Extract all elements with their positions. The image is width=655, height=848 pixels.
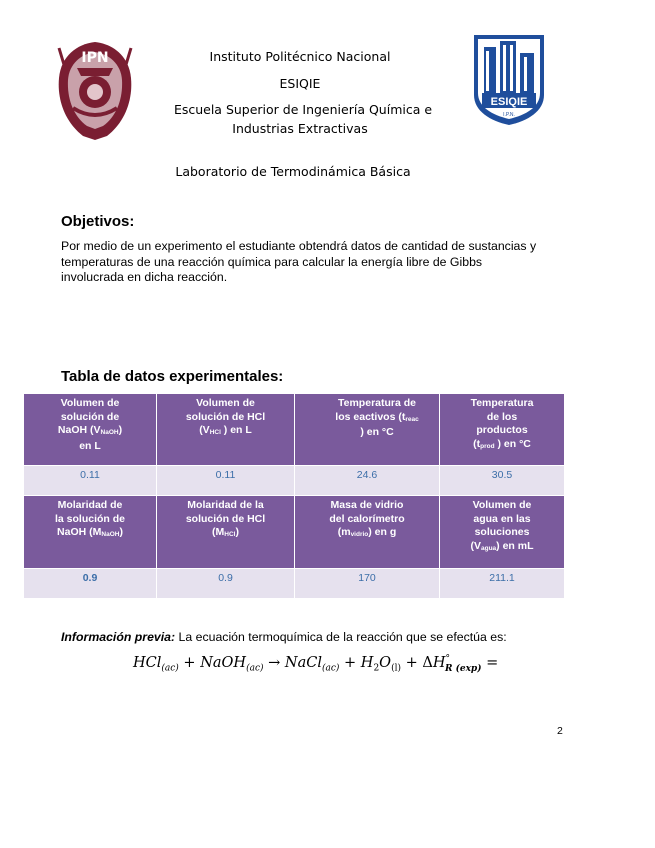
table-cell: 30.5: [440, 466, 565, 496]
objectives-line: temperaturas de una reacción química para calcular la energía libre de Gibbs: [61, 254, 483, 269]
previous-info-text: La ecuación termoquímica de la reacción que se efectúa es:: [175, 630, 507, 644]
previous-info: [61, 630, 601, 646]
header-cell-hcl-volume: Volumen de solución de HCl ($V_{HCl}$ ) en L: [157, 394, 295, 466]
previous-info-label: Información previa:: [61, 630, 176, 644]
esiqie-logo: [472, 33, 546, 126]
ipn-logo: [55, 38, 135, 142]
table-cell: 0.9: [24, 569, 157, 599]
school-abbreviation: ESIQIE: [279, 76, 321, 91]
header-cell-products-temperature: Temperatura de los productos ($t_{prod}$ ) en °C: [440, 394, 565, 466]
objectives-line: Por medio de un experimento el estudiante obtendrá datos de cantidad de sustancias y: [61, 239, 537, 253]
table-cell: 0.11: [24, 466, 157, 496]
svg-text:I.P.N.: I.P.N.: [503, 112, 515, 118]
header-cell-naoh-volume: Volumen de solución de NaOH $(V_{NaOH})$ en L: [24, 394, 157, 466]
table-cell: 211.1: [440, 569, 565, 599]
school-name-line2: Industrias Extractivas: [232, 121, 368, 136]
svg-text:IPN: IPN: [81, 50, 109, 66]
objectives-title: Objetivos:: [61, 213, 135, 230]
school-name-line1: Escuela Superior de Ingeniería Química e: [173, 102, 433, 117]
experimental-data-table: [23, 393, 565, 599]
table-cell: 170: [295, 569, 440, 599]
table-title: Tabla de datos experimentales:: [61, 368, 284, 385]
objectives-line: involucrada en dicha reacción.: [61, 270, 228, 284]
header-cell-naoh-molarity: Molaridad de la solución de NaOH $(M_{NaOH})$: [24, 496, 157, 569]
header-cell-water-volume: Volumen de agua en las soluciones $(V_{agua})$ en mL: [440, 496, 565, 569]
reaction-equation: HCl$_{(ac)}$ + NaOH$_{(ac)}$ → NaCl$_{(ac)}$ + $H_2O_{(l)} + \Delta H^\circ_{R (exp)}$ =: [133, 654, 499, 674]
table-row: [24, 466, 565, 496]
lab-name: Laboratorio de Termodinámica Básica: [175, 164, 411, 179]
table-header-row: [24, 496, 565, 569]
header-cell-reactants-temperature: Temperatura de los eactivos ($t_{reac}$ ) en °C: [295, 394, 440, 466]
header-cell-hcl-molarity: Molaridad de la solución de HCl $(M_{HCl})$: [157, 496, 295, 569]
table-cell: 0.11: [157, 466, 295, 496]
institution-name: Instituto Politécnico Nacional: [209, 49, 391, 64]
header-cell-calorimeter-mass: Masa de vidrio del calorímetro $(m_{vidrio})$ en g: [295, 496, 440, 569]
table-cell: 0.9: [157, 569, 295, 599]
objectives-text: [61, 239, 581, 286]
table-row: [24, 569, 565, 599]
svg-text:ESIQIE: ESIQIE: [490, 96, 528, 108]
page-number: 2: [557, 725, 563, 737]
table-header-row: [24, 394, 565, 466]
table-cell: 24.6: [295, 466, 440, 496]
